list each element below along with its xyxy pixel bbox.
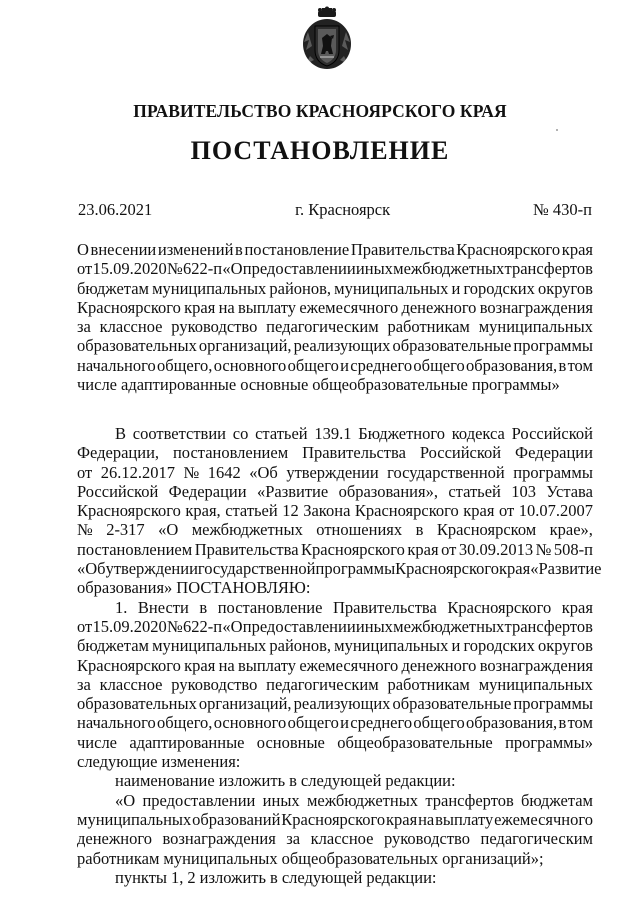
body-line: пункты 1, 2 изложить в следующей редакции: — [115, 867, 437, 887]
subject-line: О внесении изменений в постановление Правительства Красноярского края — [77, 240, 593, 259]
body-line: Российской Федерации «Развитие образования», статьей 103 Устава — [77, 481, 593, 501]
document-meta-row — [78, 200, 592, 220]
body-line: постановлением Правительства Красноярского края от 30.09.2013 № 508-п — [77, 539, 593, 559]
subject-line: бюджетам муниципальных районов, муниципальных и городских округов — [77, 278, 593, 298]
body-line: муниципальных образований Красноярского края на выплату ежемесячного — [77, 809, 593, 829]
body-line: образовательных организаций, реализующих образовательные программы — [77, 694, 593, 714]
subject-line: начального общего, основного общего и среднего общего образования, в том — [77, 355, 593, 375]
body-line: «Об утверждении государственной программы Красноярского края «Развитие — [77, 559, 602, 579]
body-line: наименование изложить в следующей редакции: — [115, 771, 456, 791]
krasnoyarsk-coat-of-arms-icon — [300, 6, 354, 72]
subject-line: от 15.09.2020 № 622-п «О предоставлении иных межбюджетных трансфертов — [77, 259, 593, 279]
body-line: работникам муниципальных общеобразовательных организаций»; — [77, 848, 544, 868]
body-line: от 26.12.2017 № 1642 «Об утверждении государственной программы — [77, 462, 593, 482]
body-line: Красноярского края на выплату ежемесячного денежного вознаграждения — [77, 655, 593, 675]
body-line: числе адаптированные основные общеобразовательные программы» — [77, 732, 593, 752]
subject-line: образовательных организаций, реализующих образовательные программы — [77, 336, 593, 356]
body-line: «О предоставлении иных межбюджетных трансфертов бюджетам — [115, 790, 593, 810]
document-city: г. Красноярск — [295, 200, 391, 219]
government-title: ПРАВИТЕЛЬСТВО КРАСНОЯРСКОГО КРАЯ — [133, 101, 507, 121]
scan-speck — [556, 129, 558, 131]
body-line: Федерации, постановлением Правительства Российской Федерации — [77, 443, 593, 463]
body-line: 1. Внести в постановление Правительства Красноярского края — [115, 597, 593, 617]
document-number: № 430-п — [533, 200, 592, 219]
body-line: за классное руководство педагогическим работникам муниципальных — [77, 674, 593, 694]
body-line: бюджетам муниципальных районов, муниципальных и городских округов — [77, 636, 593, 656]
body-line: денежного вознаграждения за классное руководство педагогическим — [77, 829, 593, 849]
body-line: начального общего, основного общего и среднего общего образования, в том — [77, 713, 593, 733]
body-line: образования» ПОСТАНОВЛЯЮ: — [77, 578, 311, 598]
body-line: В соответствии со статьей 139.1 Бюджетного кодекса Российской — [115, 424, 593, 443]
subject-line: за классное руководство педагогическим работникам муниципальных — [77, 317, 593, 337]
document-date: 23.06.2021 — [78, 200, 153, 219]
body-line: следующие изменения: — [77, 752, 241, 772]
document-type-title: ПОСТАНОВЛЕНИЕ — [190, 136, 450, 165]
body-line: от 15.09.2020 № 622-п «О предоставлении иных межбюджетных трансфертов — [77, 616, 593, 636]
body-line: Красноярского края, статьей 12 Закона Красноярского края от 10.07.2007 — [77, 501, 593, 521]
document-subject — [77, 240, 593, 394]
subject-line: числе адаптированные основные общеобразовательные программы» — [77, 375, 560, 395]
document-body — [77, 424, 602, 887]
subject-line: Красноярского края на выплату ежемесячного денежного вознаграждения — [77, 297, 593, 317]
body-line: № 2-317 «О межбюджетных отношениях в Красноярском крае», — [77, 520, 593, 540]
